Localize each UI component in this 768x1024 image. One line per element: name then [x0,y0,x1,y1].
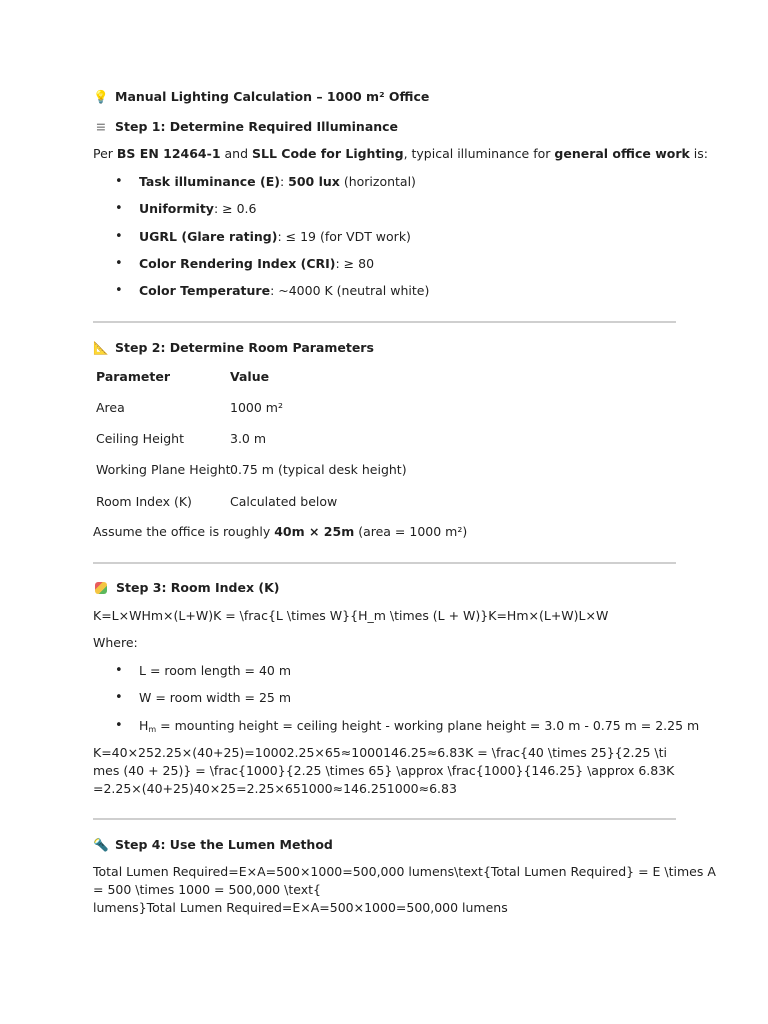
section-divider [93,321,676,323]
step1-heading: ≡ Step 1: Determine Required Illuminance [93,119,398,134]
lumen-formula-line1: Total Lumen Required=E×A=500×1000=500,000 lumens\text{Total Lumen Required} = E \times A [93,864,716,879]
document-title: 💡 Manual Lighting Calculation – 1000 m² Office [93,89,430,104]
bullet: • [115,283,123,298]
table-row [93,400,493,418]
bullet: • [115,256,123,271]
bullet: • [115,663,123,678]
room-index-calculation: K=40×252.25×(40+25)=10002.25×65≈1000146.25≈6.83K = \frac{40 \times 25}{2.25 \times (40 + 25)} = \frac{1000}{2.25 \times 65} \approx \frac{1000}{146.25} \approx 6.83K=2.25×(40+25)40×25​=2.25×651000​≈146.251000​≈6.83 [93,745,675,796]
table-cell: 0.75 m (typical desk height) [230,462,407,477]
table-header-cell: Parameter [96,369,170,384]
list-item: • W = room width = 25 m [115,690,292,705]
where-label: Where: [93,635,138,650]
list-item: • Uniformity: ≥ 0.6 [115,201,257,216]
list-item: • UGRL (Glare rating): ≤ 19 (for VDT work) [115,229,411,244]
table-cell: 1000 m² [230,400,283,415]
list-item: • Color Temperature: ~4000 K (neutral white) [115,283,430,298]
assumption-text: Assume the office is roughly 40m × 25m (area = 1000 m²) [93,524,468,539]
list-item: • Color Rendering Index (CRI): ≥ 80 [115,256,375,271]
lumen-formula-line2: = 500 \times 1000 = 500,000 \text{ [93,882,321,897]
table-cell: Room Index (K) [96,494,192,509]
bullet: • [115,201,123,216]
table-row [93,494,493,512]
step4-heading: 🔦 Step 4: Use the Lumen Method [93,837,333,852]
lightbulb-icon: 💡 [93,89,109,104]
section-divider [93,562,676,564]
document-icon: ≡ [95,119,107,134]
table-cell: Calculated below [230,494,338,509]
flashlight-icon: 🔦 [93,837,109,852]
room-index-formula: K=L×WHm×(L+W)K = \frac{L \times W}{H_m \times (L + W)}K=Hm​×(L+W)L×W​ [93,608,609,623]
table-row [93,431,493,449]
lumen-formula-line3: lumens}Total Lumen Required=E×A=500×1000=500,000 lumens [93,900,508,915]
grid-icon [95,582,107,594]
bullet: • [115,174,123,189]
table-row [93,462,533,480]
triangular-ruler-icon: 📐 [93,340,109,355]
list-item: • Task illuminance (E): 500 lux (horizontal) [115,174,416,189]
table-cell: Working Plane Height [96,462,231,477]
table-header-cell: Value [230,369,270,384]
table-header-row [93,369,493,387]
bullet: • [115,718,123,733]
section-divider [93,818,676,820]
bullet: • [115,690,123,705]
step1-intro: Per BS EN 12464-1 and SLL Code for Lighting, typical illuminance for general office work is: [93,146,708,161]
table-cell: Ceiling Height [96,431,184,446]
step3-heading: Step 3: Room Index (K) [93,580,279,595]
list-item: • $H_m$ = mounting height = ceiling height - working plane height = 3.0 m - 0.75 m = 2.25 m [115,718,700,734]
table-cell: 3.0 m [230,431,267,446]
list-item: • L = room length = 40 m [115,663,292,678]
step2-heading: 📐 Step 2: Determine Room Parameters [93,340,374,355]
bullet: • [115,229,123,244]
table-cell: Area [96,400,125,415]
